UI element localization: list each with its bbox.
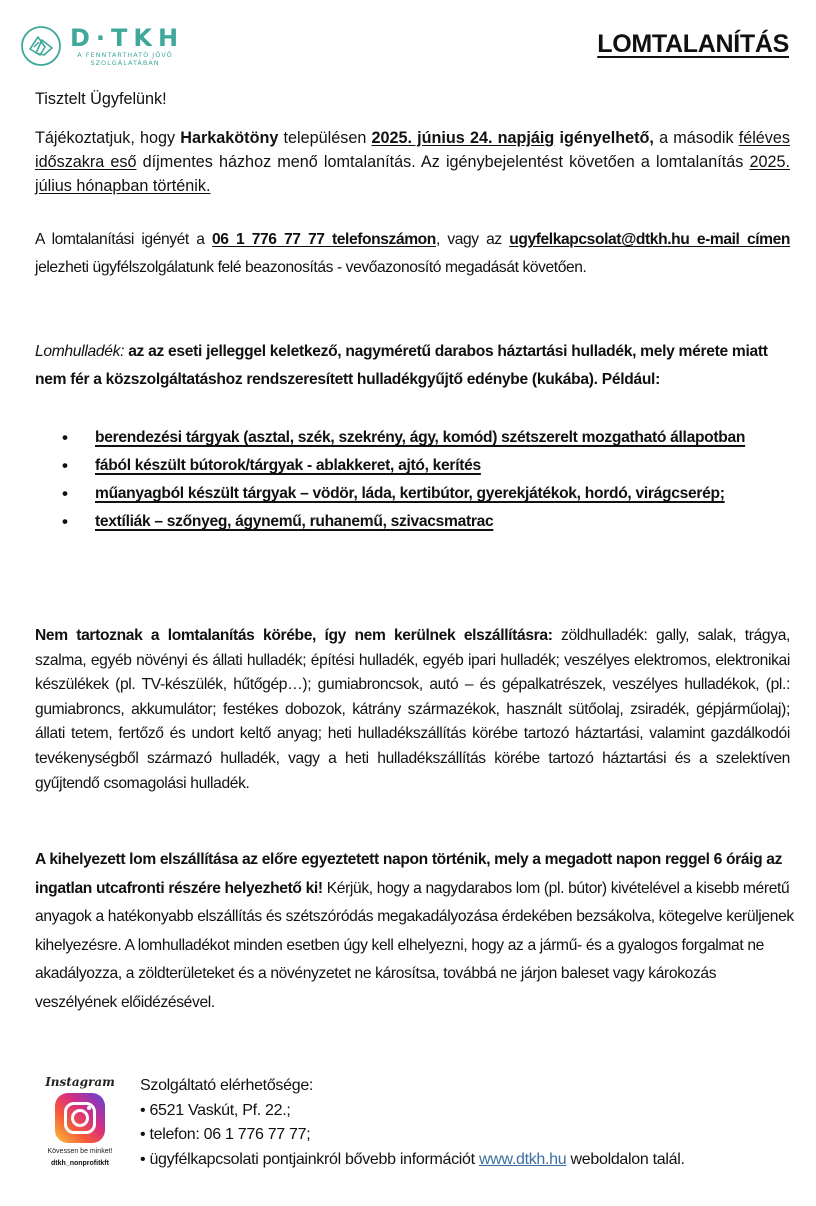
provider-info-text: ügyfélkapcsolati pontjainkról bővebb információt: [149, 1150, 479, 1168]
list-item-text: műanyagból készült tárgyak – vödör, láda, kertibútor, gyerekjátékok, hordó, virágcserép;: [95, 485, 725, 502]
logo-tagline-1: A FENNTARTHATÓ JÖVŐ: [77, 51, 173, 59]
intro-text: a második: [653, 129, 739, 147]
intro-text: díjmentes házhoz menő lomtalanítás. Az igénybejelentést követően a lomtalanítás: [136, 153, 750, 171]
instagram-follow-text: Kövessen be minket!: [47, 1148, 113, 1155]
greeting: Tisztelt Ügyfelünk!: [35, 90, 167, 108]
provider-contact: [140, 1074, 790, 1172]
contact-text: jelezheti ügyfélszolgálatunk felé beazonosítás - vevőazonosító megadását követően.: [35, 259, 587, 276]
collection-month: 2025. július hónapban történik.: [35, 153, 790, 195]
provider-info: [140, 1148, 790, 1173]
document-title: LOMTALANÍTÁS: [597, 30, 789, 58]
list-item-text: fából készült bútorok/tárgyak - ablakkeret, ajtó, kerítés: [95, 457, 481, 474]
phone-number-link[interactable]: 06 1 776 77 77 telefonszámon: [212, 231, 436, 248]
list-item: [62, 424, 762, 452]
placement-paragraph: [35, 846, 795, 1017]
logo-text: [70, 25, 184, 67]
definition-paragraph: [35, 338, 790, 394]
placement-text: Kérjük, hogy a nagydarabos lom (pl. bútor) kivételével a kisebb méretű anyagok a hatékonyabb elszállítás és szétszóródás megakadályozása érdekében bezsákolva, kötegelve kerüljenek kihelyezésre. A lomhulladékot minden esetben úgy kell elhelyezni, hogy az a jármű- és a gyalogos forgalmat ne akadályozza, a zöldterületeket és a növényzetet ne károsítsa, továbbá ne járjon baleset vagy károkozás veszélyének előidézésével.: [35, 879, 794, 1011]
list-item-text: berendezési tárgyak (asztal, szék, szekrény, ágy, komód) szétszerelt mozgatható állapotban: [95, 429, 746, 446]
deadline-date: 2025. június 24. napjáig: [371, 129, 555, 147]
period-text: féléves időszakra eső: [35, 129, 790, 171]
claimable-label: igényelhető,: [559, 129, 654, 147]
examples-list: [62, 424, 762, 536]
provider-contact-heading: Szolgáltató elérhetősége:: [140, 1077, 314, 1094]
list-item: [62, 508, 762, 536]
exclusions-text: zöldhulladék: gally, salak, trágya, szalma, egyéb növényi és állati hulladék; építési hulladék, egyéb ipari hulladék; veszélyes elektromos, elektronikai készülékek (pl. TV-készülék, hűtőgép…); gumiabroncsok, autó – és gépalkatrészek, veszélyes hulladékok, (pl.: gumiabroncs, akkumulátor; festékes dobozok, kátrány származékok, használt sütőolaj, zsiradék, gépjárműolaj); állati tetem, fertőző és undort keltő anyag; heti hulladékszállítás körébe tartozó háztartási, valamint gazdálkodói tevékenységből származó hulladék, vagy a heti hulladékszállítás körébe tartozó háztartási és a szelektíven gyűjtendő csomagolási hulladék.: [35, 627, 790, 792]
instagram-icon[interactable]: [55, 1093, 105, 1143]
placement-heading: A kihelyezett lom elszállítása az előre egyeztetett napon történik, mely a megadott napon reggel 6 óráig az ingatlan utcafronti részére helyezhető ki!: [35, 851, 783, 897]
definition-text: az az eseti jelleggel keletkező, nagyméretű darabos háztartási hulladék, mely mérete miatt nem fér a közszolgáltatáshoz rendszeresített hulladékgyűjtő edénybe (kukába). Például:: [35, 343, 768, 388]
intro-paragraph: [35, 126, 790, 198]
provider-phone: • telefon: 06 1 776 77 77;: [140, 1123, 790, 1148]
instagram-handle: dtkh_nonprofitkft: [51, 1160, 109, 1167]
list-item-text: textíliák – szőnyeg, ágynemű, ruhanemű, szivacsmatrac: [95, 513, 494, 530]
settlement-name: Harkakötöny: [180, 129, 279, 147]
provider-info-text: weboldalon talál.: [566, 1150, 685, 1168]
provider-address: • 6521 Vaskút, Pf. 22.;: [140, 1099, 790, 1124]
logo-tagline-2: SZOLGÁLATÁBAN: [90, 59, 160, 67]
email-link[interactable]: ugyfelkapcsolat@dtkh.hu e-mail címen: [509, 231, 791, 248]
contact-request-paragraph: [35, 226, 790, 282]
dtkh-logo: [20, 25, 184, 67]
list-item: [62, 452, 762, 480]
dtkh-logo-icon: [20, 25, 62, 67]
contact-text: , vagy az: [435, 231, 510, 248]
instagram-badge[interactable]: [40, 1075, 120, 1171]
intro-text: településen: [278, 129, 372, 147]
definition-term: Lomhulladék:: [35, 343, 125, 360]
exclusions-paragraph: [35, 624, 790, 796]
intro-text: Tájékoztatjuk, hogy: [35, 129, 181, 147]
contact-text: A lomtalanítási igényét a: [35, 231, 213, 248]
website-link[interactable]: www.dtkh.hu: [478, 1150, 567, 1168]
instagram-wordmark: Instagram: [45, 1075, 115, 1089]
list-item: [62, 480, 762, 508]
exclusions-heading: Nem tartoznak a lomtalanítás körébe, így nem kerülnek elszállításra:: [35, 627, 553, 644]
logo-name: D·TKH: [70, 24, 185, 52]
